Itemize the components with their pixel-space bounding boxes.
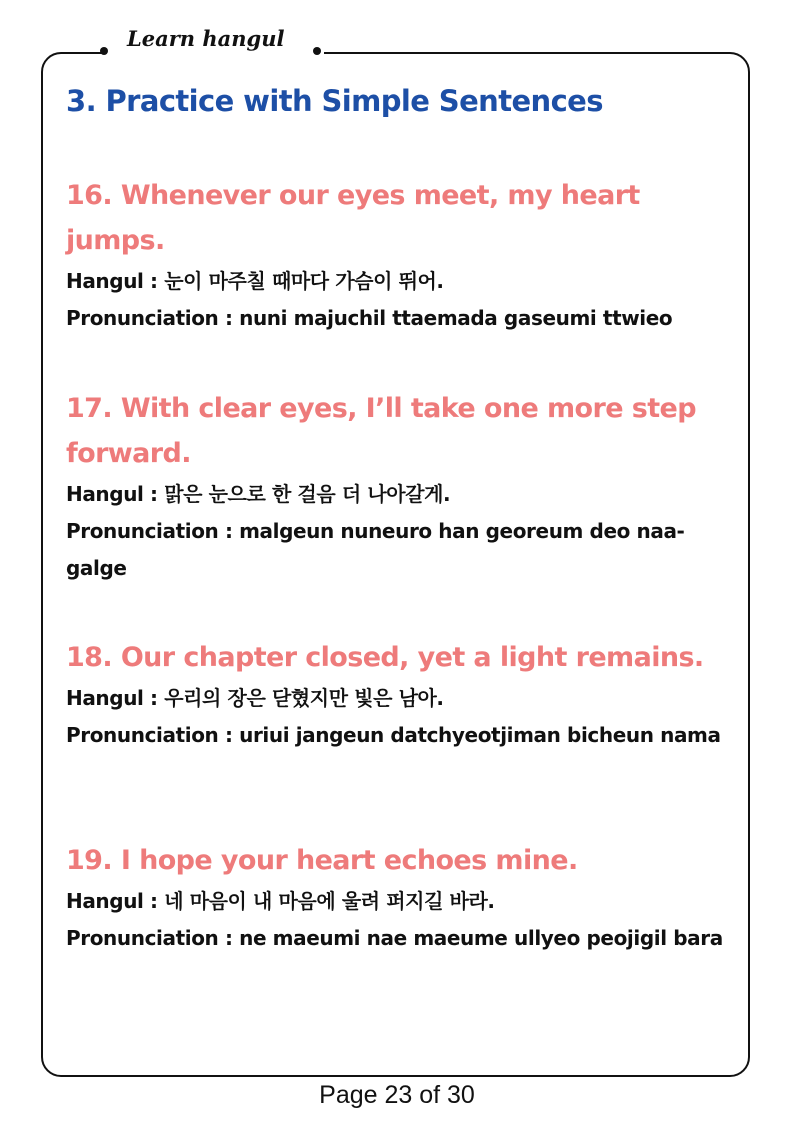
hangul-line — [66, 263, 734, 300]
pronunciation-line — [66, 717, 734, 754]
pronunciation-text: uriui jangeun datchyeotjiman bicheun nama — [239, 723, 721, 747]
sentence-title: 19. I hope your heart echoes mine. — [66, 845, 578, 876]
hangul-label: Hangul : — [66, 269, 165, 293]
pronunciation-text: ne maeumi nae maeume ullyeo peojigil bara — [239, 926, 723, 950]
pronunciation-line — [66, 920, 734, 957]
header-dot-right — [313, 47, 321, 55]
hangul-line — [66, 476, 734, 513]
pronunciation-line — [66, 513, 734, 587]
hangul-label: Hangul : — [66, 686, 165, 710]
section-title: 3. Practice with Simple Sentences — [66, 84, 603, 118]
sentence-entry-18 — [66, 635, 734, 754]
sentence-title: 18. Our chapter closed, yet a light remains. — [66, 642, 704, 673]
pronunciation-label: Pronunciation : — [66, 926, 240, 950]
sentence-entry-19 — [66, 838, 734, 957]
header-dot-left — [100, 47, 108, 55]
pronunciation-label: Pronunciation : — [66, 519, 240, 543]
hangul-label: Hangul : — [66, 889, 165, 913]
hangul-line — [66, 680, 734, 717]
hangul-label: Hangul : — [66, 482, 165, 506]
hangul-text: 우리의 장은 닫혔지만 빛은 남아. — [164, 686, 444, 710]
hangul-line — [66, 883, 734, 920]
pronunciation-label: Pronunciation : — [66, 306, 240, 330]
sentence-title: 17. With clear eyes, I’ll take one more step forward. — [66, 393, 696, 469]
pronunciation-text: malgeun nuneuro han georeum deo naa-galge — [66, 519, 685, 580]
hangul-text: 네 마음이 내 마음에 울려 퍼지길 바라. — [164, 889, 495, 913]
sentence-title: 16. Whenever our eyes meet, my heart jumps. — [66, 180, 640, 256]
pronunciation-line — [66, 300, 734, 337]
sentence-entry-16 — [66, 173, 734, 337]
hangul-text: 눈이 마주칠 때마다 가슴이 뛰어. — [164, 269, 444, 293]
pronunciation-text: nuni majuchil ttaemada gaseumi ttwieo — [239, 306, 673, 330]
page-number: Page 23 of 30 — [319, 1081, 475, 1109]
hangul-text: 맑은 눈으로 한 걸음 더 나아갈게. — [164, 482, 451, 506]
brand-title: Learn hangul — [127, 26, 285, 51]
pronunciation-label: Pronunciation : — [66, 723, 240, 747]
sentence-entry-17 — [66, 386, 734, 587]
